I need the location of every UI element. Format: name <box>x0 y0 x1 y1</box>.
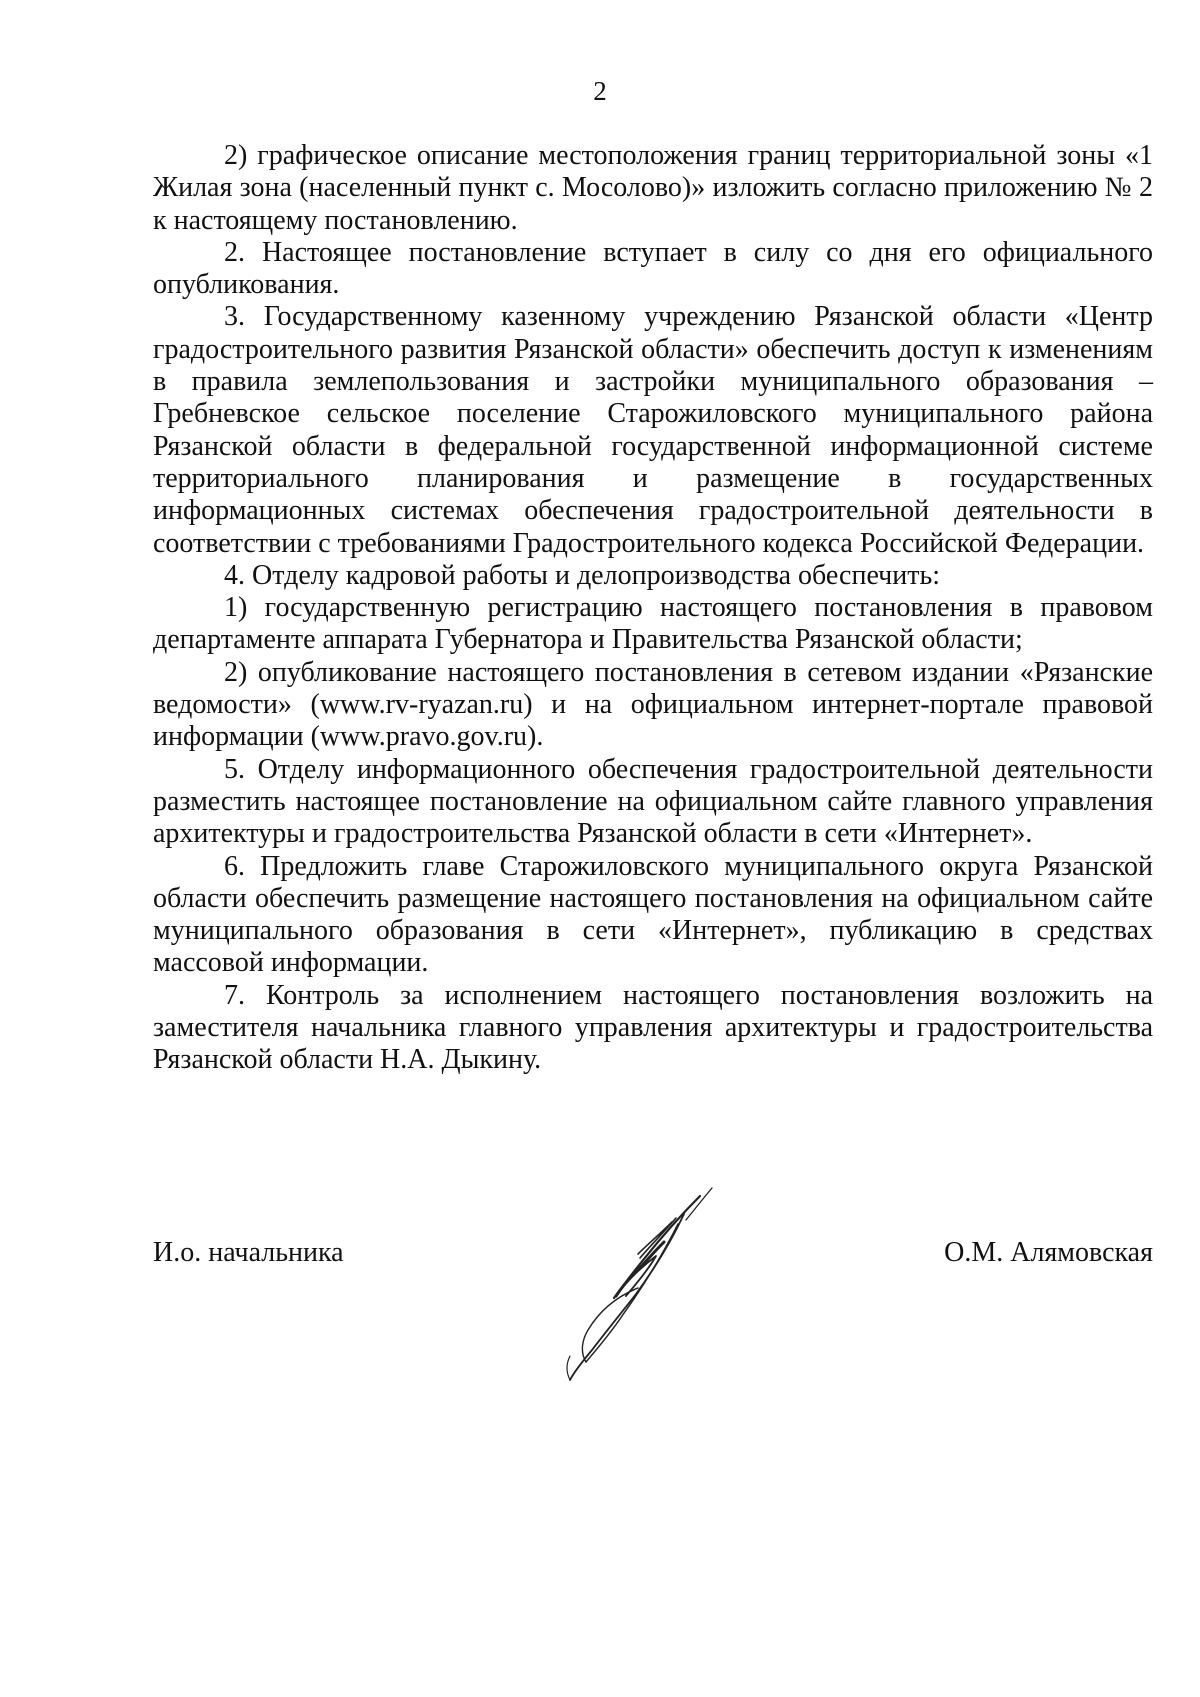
paragraph-item-4-subitem-2: 2) опубликование настоящего постановления в сетевом издании «Рязанские ведомости» (www.rv-ryazan.ru) и на официальном интернет-портале правовой информации (www.pravo.gov.ru). <box>153 656 1153 753</box>
signatory-title: И.о. начальника <box>153 1237 344 1268</box>
paragraph-item-7: 7. Контроль за исполнением настоящего постановления возложить на заместителя начальника главного управления архитектуры и градостроительства Рязанской области Н.А. Дыкину. <box>153 979 1153 1076</box>
document-body <box>153 140 1153 1077</box>
paragraph-item-3: 3. Государственному казенному учреждению Рязанской области «Центр градостроительного развития Рязанской области» обеспечить доступ к изменениям в правила землепользования и застройки муниципального образования – Гребневское сельское поселение Старожиловского муниципального района Рязанской области в федеральной государственной информационной системе территориального планирования и размещение в государственных информационных системах обеспечения градостроительной деятельности в соответствии с требованиями Градостроительного кодекса Российской Федерации. <box>153 301 1153 559</box>
handwritten-signature <box>552 1184 762 1384</box>
paragraph-item-5: 5. Отделу информационного обеспечения градостроительной деятельности разместить настоящее постановление на официальном сайте главного управления архитектуры и градостроительства Рязанской области в сети «Интернет». <box>153 753 1153 850</box>
paragraph-item-4: 4. Отделу кадровой работы и делопроизводства обеспечить: <box>224 559 941 591</box>
paragraph-item-2: 2. Настоящее постановление вступает в силу со дня его официального опубликования. <box>153 236 1153 301</box>
paragraph-item-6: 6. Предложить главе Старожиловского муниципального округа Рязанской области обеспечить размещение настоящего постановления на официальном сайте муниципального образования в сети «Интернет», публикацию в средствах массовой информации. <box>153 850 1153 979</box>
signatory-name: О.М. Алямовская <box>944 1237 1153 1268</box>
page-number: 2 <box>593 76 607 106</box>
paragraph-item-4-subitem-1: 1) государственную регистрацию настоящего постановления в правовом департаменте аппарата Губернатора и Правительства Рязанской области; <box>153 592 1153 656</box>
paragraph-subitem-2-graphic-description: 2) графическое описание местоположения границ территориальной зоны «1 Жилая зона (населенный пункт с. Мосолово)» изложить согласно приложению № 2 к настоящему постановлению. <box>153 140 1153 236</box>
